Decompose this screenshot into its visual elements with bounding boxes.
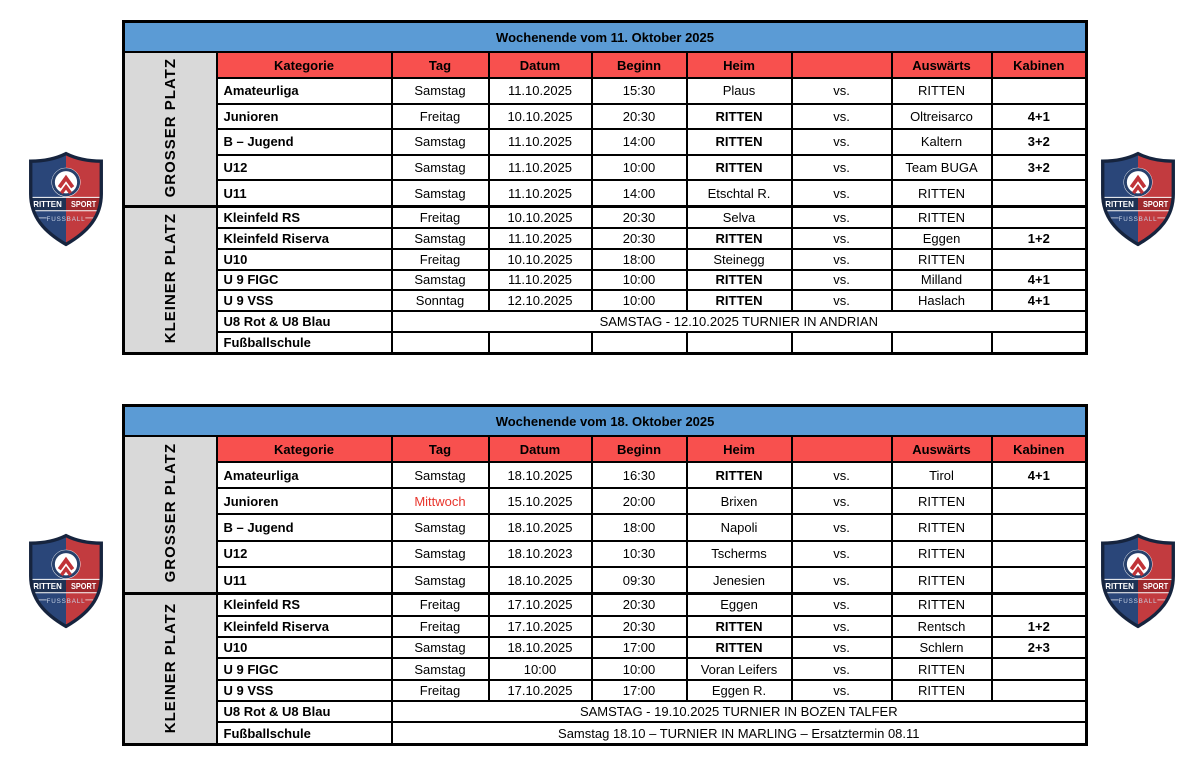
- cell-datum: 18.10.2025: [489, 637, 592, 658]
- row-group-kleiner-platz: [124, 594, 217, 745]
- table-row: [124, 332, 1087, 353]
- cell-heim: Eggen R.: [687, 680, 792, 701]
- merged-tournament-note: SAMSTAG - 19.10.2025 TURNIER IN BOZEN TALFER: [392, 701, 1087, 722]
- cell-datum: 10.10.2025: [489, 249, 592, 270]
- table-row: [124, 722, 1087, 744]
- column-header-tag: Tag: [392, 436, 489, 462]
- column-header-kabinen: Kabinen: [992, 52, 1087, 78]
- cell-kabinen: [992, 680, 1087, 701]
- cell-tag: Samstag: [392, 155, 489, 181]
- cell-kabinen: 4+1: [992, 270, 1087, 291]
- cell-kategorie: U 9 FIGC: [217, 270, 392, 291]
- cell-kabinen: [992, 488, 1087, 514]
- cell-tag: Samstag: [392, 637, 489, 658]
- logo-text-sport: SPORT: [71, 580, 98, 591]
- cell-kategorie: U12: [217, 541, 392, 567]
- cell-kategorie: Kleinfeld Riserva: [217, 228, 392, 249]
- title-row: [124, 22, 1087, 53]
- club-logo: [24, 149, 108, 249]
- cell-tag: Samstag: [392, 541, 489, 567]
- cell-vs: vs.: [792, 594, 892, 616]
- cell-kategorie: Amateurliga: [217, 462, 392, 488]
- column-header-beginn: Beginn: [592, 52, 687, 78]
- table-row: [124, 658, 1087, 679]
- cell-auswaerts: Schlern: [892, 637, 992, 658]
- cell-datum: 11.10.2025: [489, 270, 592, 291]
- logo-text-fussball: FUSSBALL: [1118, 215, 1158, 223]
- emblem-circle: [1125, 170, 1150, 195]
- cell-tag: Freitag: [392, 104, 489, 130]
- cell-heim: RITTEN: [687, 616, 792, 637]
- cell-kabinen: [992, 658, 1087, 679]
- cell-kategorie: Amateurliga: [217, 78, 392, 104]
- cell-kategorie: U 9 VSS: [217, 290, 392, 311]
- header-row: [124, 436, 1087, 462]
- cell-datum: 10.10.2025: [489, 104, 592, 130]
- cell-kabinen: [992, 594, 1087, 616]
- logo-text-fussball: FUSSBALL: [1118, 597, 1158, 605]
- cell-vs: vs.: [792, 180, 892, 206]
- row-group-kleiner-platz: [124, 207, 217, 354]
- table-row: [124, 701, 1087, 722]
- table-row: [124, 290, 1087, 311]
- logo-text-ritten: RITTEN: [33, 580, 62, 591]
- cell-heim: Brixen: [687, 488, 792, 514]
- cell-beginn: 15:30: [592, 78, 687, 104]
- cell-auswaerts: RITTEN: [892, 594, 992, 616]
- cell-auswaerts: RITTEN: [892, 514, 992, 540]
- cell-heim: RITTEN: [687, 462, 792, 488]
- cell-beginn: 10:00: [592, 290, 687, 311]
- cell-heim: Steinegg: [687, 249, 792, 270]
- cell-vs: vs.: [792, 567, 892, 594]
- cell-beginn: 10:30: [592, 541, 687, 567]
- cell-datum: 18.10.2023: [489, 541, 592, 567]
- table-title: Wochenende vom 18. Oktober 2025: [124, 406, 1087, 437]
- cell-auswaerts: [892, 332, 992, 353]
- cell-auswaerts: Rentsch: [892, 616, 992, 637]
- table-row: [124, 541, 1087, 567]
- column-header-kategorie: Kategorie: [217, 436, 392, 462]
- table-row: [124, 680, 1087, 701]
- cell-tag: Samstag: [392, 180, 489, 206]
- cell-heim: RITTEN: [687, 228, 792, 249]
- cell-tag: Samstag: [392, 514, 489, 540]
- table-row: [124, 594, 1087, 616]
- cell-tag: Samstag: [392, 567, 489, 594]
- cell-kategorie: Fußballschule: [217, 332, 392, 353]
- cell-tag: Samstag: [392, 78, 489, 104]
- column-header-datum: Datum: [489, 52, 592, 78]
- cell-kabinen: 2+3: [992, 637, 1087, 658]
- table-title: Wochenende vom 11. Oktober 2025: [124, 22, 1087, 53]
- cell-kategorie: U11: [217, 567, 392, 594]
- cell-vs: vs.: [792, 207, 892, 228]
- cell-datum: 18.10.2025: [489, 567, 592, 594]
- club-crest-icon: [1096, 531, 1180, 631]
- rotated-label: KLEINER PLATZ: [161, 602, 179, 733]
- cell-heim: Selva: [687, 207, 792, 228]
- logo-text-ritten: RITTEN: [1105, 580, 1134, 591]
- cell-kabinen: [992, 514, 1087, 540]
- cell-vs: vs.: [792, 514, 892, 540]
- cell-vs: vs.: [792, 78, 892, 104]
- cell-datum: 17.10.2025: [489, 616, 592, 637]
- merged-tournament-note: SAMSTAG - 12.10.2025 TURNIER IN ANDRIAN: [392, 311, 1087, 332]
- rotated-label: KLEINER PLATZ: [161, 213, 179, 344]
- cell-beginn: 20:30: [592, 104, 687, 130]
- cell-heim: Voran Leifers: [687, 658, 792, 679]
- cell-beginn: 18:00: [592, 249, 687, 270]
- table-row: [124, 514, 1087, 540]
- cell-vs: vs.: [792, 270, 892, 291]
- table-row: [124, 249, 1087, 270]
- cell-kabinen: 4+1: [992, 290, 1087, 311]
- cell-kategorie: U12: [217, 155, 392, 181]
- cell-auswaerts: Team BUGA: [892, 155, 992, 181]
- cell-kabinen: [992, 78, 1087, 104]
- cell-vs: vs.: [792, 488, 892, 514]
- column-header-kabinen: Kabinen: [992, 436, 1087, 462]
- cell-kategorie: Junioren: [217, 488, 392, 514]
- cell-kabinen: [992, 249, 1087, 270]
- rotated-label: GROSSER PLATZ: [161, 443, 179, 583]
- cell-heim: [687, 332, 792, 353]
- column-header-heim: Heim: [687, 52, 792, 78]
- cell-kategorie: Fußballschule: [217, 722, 392, 744]
- cell-kategorie: Junioren: [217, 104, 392, 130]
- cell-kabinen: [992, 207, 1087, 228]
- column-header-vs: [792, 436, 892, 462]
- cell-tag: Samstag: [392, 462, 489, 488]
- column-header-vs: [792, 52, 892, 78]
- cell-datum: 12.10.2025: [489, 290, 592, 311]
- cell-vs: vs.: [792, 658, 892, 679]
- cell-datum: 11.10.2025: [489, 228, 592, 249]
- cell-datum: [489, 332, 592, 353]
- cell-tag: Freitag: [392, 207, 489, 228]
- table-row: [124, 155, 1087, 181]
- cell-kabinen: 4+1: [992, 462, 1087, 488]
- cell-heim: Tscherms: [687, 541, 792, 567]
- cell-datum: 15.10.2025: [489, 488, 592, 514]
- row-group-grosser-platz: [124, 52, 217, 207]
- cell-beginn: [592, 332, 687, 353]
- column-header-heim: Heim: [687, 436, 792, 462]
- cell-tag: Freitag: [392, 616, 489, 637]
- cell-vs: vs.: [792, 104, 892, 130]
- cell-heim: RITTEN: [687, 290, 792, 311]
- table-row: [124, 488, 1087, 514]
- cell-kabinen: [992, 567, 1087, 594]
- cell-kategorie: U11: [217, 180, 392, 206]
- cell-auswaerts: RITTEN: [892, 567, 992, 594]
- cell-kategorie: Kleinfeld RS: [217, 594, 392, 616]
- emblem-circle: [53, 552, 78, 577]
- emblem-circle: [53, 170, 78, 195]
- cell-vs: vs.: [792, 637, 892, 658]
- cell-kategorie: B – Jugend: [217, 514, 392, 540]
- cell-heim: Plaus: [687, 78, 792, 104]
- header-row: [124, 52, 1087, 78]
- table-row: [124, 207, 1087, 228]
- logo-text-sport: SPORT: [71, 198, 98, 209]
- cell-vs: vs.: [792, 249, 892, 270]
- cell-datum: 11.10.2025: [489, 180, 592, 206]
- cell-beginn: 10:00: [592, 658, 687, 679]
- logo-text-fussball: FUSSBALL: [46, 597, 86, 605]
- club-crest-icon: [24, 531, 108, 631]
- table-row: [124, 616, 1087, 637]
- cell-kabinen: [992, 332, 1087, 353]
- column-header-beginn: Beginn: [592, 436, 687, 462]
- cell-beginn: 20:30: [592, 228, 687, 249]
- cell-tag: Freitag: [392, 594, 489, 616]
- cell-kategorie: Kleinfeld RS: [217, 207, 392, 228]
- column-header-auswaerts: Auswärts: [892, 436, 992, 462]
- cell-kabinen: 3+2: [992, 155, 1087, 181]
- cell-datum: 17.10.2025: [489, 594, 592, 616]
- cell-beginn: 17:00: [592, 637, 687, 658]
- club-logo: [24, 531, 108, 631]
- cell-heim: RITTEN: [687, 637, 792, 658]
- cell-beginn: 16:30: [592, 462, 687, 488]
- cell-kabinen: [992, 541, 1087, 567]
- cell-heim: Jenesien: [687, 567, 792, 594]
- cell-vs: vs.: [792, 228, 892, 249]
- cell-kategorie: B – Jugend: [217, 129, 392, 155]
- table-row: [124, 311, 1087, 332]
- cell-kategorie: U8 Rot & U8 Blau: [217, 701, 392, 722]
- cell-auswaerts: RITTEN: [892, 78, 992, 104]
- cell-datum: 11.10.2025: [489, 155, 592, 181]
- cell-auswaerts: RITTEN: [892, 180, 992, 206]
- table-row: [124, 129, 1087, 155]
- cell-beginn: 20:30: [592, 594, 687, 616]
- column-header-auswaerts: Auswärts: [892, 52, 992, 78]
- cell-kategorie: U10: [217, 637, 392, 658]
- cell-vs: vs.: [792, 541, 892, 567]
- cell-kategorie: U8 Rot & U8 Blau: [217, 311, 392, 332]
- club-logo: [1096, 531, 1180, 631]
- cell-auswaerts: Kaltern: [892, 129, 992, 155]
- cell-vs: vs.: [792, 680, 892, 701]
- cell-kategorie: U 9 FIGC: [217, 658, 392, 679]
- cell-kabinen: 3+2: [992, 129, 1087, 155]
- logo-text-sport: SPORT: [1143, 198, 1170, 209]
- cell-kabinen: [992, 180, 1087, 206]
- schedule-table-1: [122, 20, 1088, 355]
- cell-kabinen: 1+2: [992, 228, 1087, 249]
- cell-datum: 11.10.2025: [489, 129, 592, 155]
- cell-vs: vs.: [792, 155, 892, 181]
- cell-heim: Napoli: [687, 514, 792, 540]
- column-header-tag: Tag: [392, 52, 489, 78]
- cell-heim: Etschtal R.: [687, 180, 792, 206]
- cell-beginn: 10:00: [592, 155, 687, 181]
- cell-beginn: 14:00: [592, 129, 687, 155]
- table-row: [124, 180, 1087, 206]
- table-row: [124, 637, 1087, 658]
- cell-kabinen: 4+1: [992, 104, 1087, 130]
- cell-heim: RITTEN: [687, 104, 792, 130]
- cell-beginn: 20:00: [592, 488, 687, 514]
- cell-datum: 10:00: [489, 658, 592, 679]
- schedule-table-2: [122, 404, 1088, 746]
- cell-tag: Samstag: [392, 270, 489, 291]
- cell-heim: Eggen: [687, 594, 792, 616]
- cell-heim: RITTEN: [687, 155, 792, 181]
- cell-datum: 11.10.2025: [489, 78, 592, 104]
- column-header-kategorie: Kategorie: [217, 52, 392, 78]
- logo-text-ritten: RITTEN: [1105, 198, 1134, 209]
- cell-kabinen: 1+2: [992, 616, 1087, 637]
- table-row: [124, 78, 1087, 104]
- cell-auswaerts: RITTEN: [892, 680, 992, 701]
- cell-auswaerts: RITTEN: [892, 488, 992, 514]
- cell-tag: Sonntag: [392, 290, 489, 311]
- cell-tag: Samstag: [392, 658, 489, 679]
- cell-datum: 18.10.2025: [489, 514, 592, 540]
- cell-beginn: 09:30: [592, 567, 687, 594]
- cell-auswaerts: Tirol: [892, 462, 992, 488]
- logo-text-sport: SPORT: [1143, 580, 1170, 591]
- cell-tag: Mittwoch: [392, 488, 489, 514]
- cell-beginn: 14:00: [592, 180, 687, 206]
- cell-auswaerts: Oltreisarco: [892, 104, 992, 130]
- title-row: [124, 406, 1087, 437]
- cell-kategorie: U 9 VSS: [217, 680, 392, 701]
- cell-beginn: 18:00: [592, 514, 687, 540]
- cell-beginn: 10:00: [592, 270, 687, 291]
- table-row: [124, 228, 1087, 249]
- rotated-label: GROSSER PLATZ: [161, 57, 179, 198]
- cell-tag: [392, 332, 489, 353]
- table-row: [124, 462, 1087, 488]
- cell-auswaerts: RITTEN: [892, 658, 992, 679]
- table-row: [124, 104, 1087, 130]
- cell-tag: Samstag: [392, 228, 489, 249]
- cell-kategorie: U10: [217, 249, 392, 270]
- cell-tag: Freitag: [392, 680, 489, 701]
- cell-heim: RITTEN: [687, 129, 792, 155]
- cell-vs: vs.: [792, 129, 892, 155]
- logo-text-fussball: FUSSBALL: [46, 215, 86, 223]
- cell-vs: vs.: [792, 290, 892, 311]
- cell-beginn: 17:00: [592, 680, 687, 701]
- cell-auswaerts: Haslach: [892, 290, 992, 311]
- cell-tag: Samstag: [392, 129, 489, 155]
- row-group-grosser-platz: [124, 436, 217, 594]
- club-crest-icon: [1096, 149, 1180, 249]
- table-row: [124, 270, 1087, 291]
- logo-text-ritten: RITTEN: [33, 198, 62, 209]
- cell-datum: 10.10.2025: [489, 207, 592, 228]
- cell-auswaerts: RITTEN: [892, 249, 992, 270]
- cell-vs: vs.: [792, 462, 892, 488]
- cell-datum: 17.10.2025: [489, 680, 592, 701]
- cell-vs: [792, 332, 892, 353]
- club-crest-icon: [24, 149, 108, 249]
- club-logo: [1096, 149, 1180, 249]
- cell-datum: 18.10.2025: [489, 462, 592, 488]
- merged-tournament-note: Samstag 18.10 – TURNIER IN MARLING – Ersatztermin 08.11: [392, 722, 1087, 744]
- cell-kategorie: Kleinfeld Riserva: [217, 616, 392, 637]
- emblem-circle: [1125, 552, 1150, 577]
- cell-tag: Freitag: [392, 249, 489, 270]
- cell-beginn: 20:30: [592, 207, 687, 228]
- column-header-datum: Datum: [489, 436, 592, 462]
- cell-auswaerts: RITTEN: [892, 541, 992, 567]
- cell-beginn: 20:30: [592, 616, 687, 637]
- table-row: [124, 567, 1087, 594]
- cell-auswaerts: RITTEN: [892, 207, 992, 228]
- cell-heim: RITTEN: [687, 270, 792, 291]
- cell-auswaerts: Milland: [892, 270, 992, 291]
- cell-auswaerts: Eggen: [892, 228, 992, 249]
- cell-vs: vs.: [792, 616, 892, 637]
